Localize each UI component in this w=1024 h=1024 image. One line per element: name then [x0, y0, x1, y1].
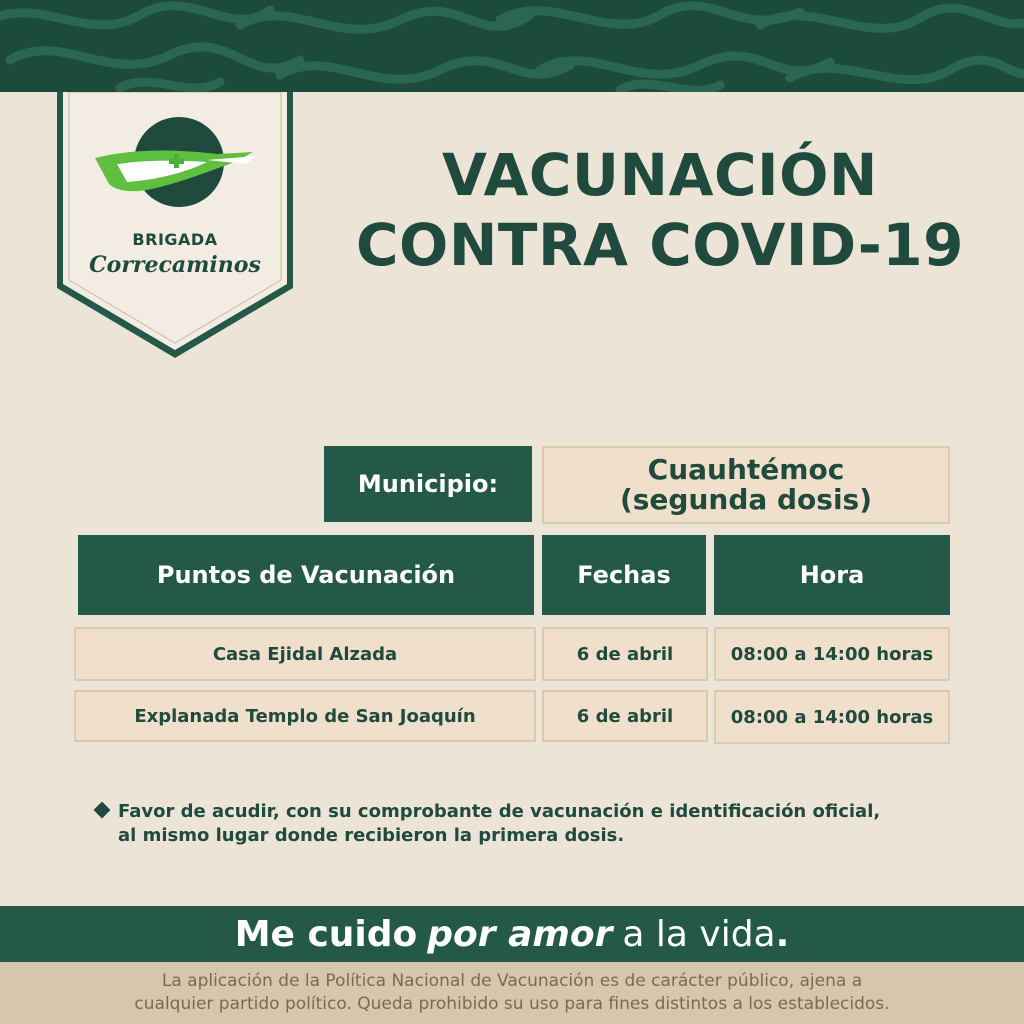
table-cell-time: 08:00 a 14:00 horas	[714, 627, 950, 681]
table-cell-date: 6 de abril	[542, 627, 708, 681]
table-cell-location: Casa Ejidal Alzada	[74, 627, 536, 681]
slogan-part-2: por amor	[427, 913, 613, 955]
diamond-bullet-icon	[94, 802, 111, 819]
slogan-part-3: a la vida	[622, 913, 776, 955]
slogan-part-1: Me cuido	[234, 913, 418, 955]
municipio-value	[542, 446, 950, 524]
slogan-banner	[0, 906, 1024, 962]
table-header-hora: Hora	[714, 535, 950, 615]
badge-correcaminos-text: Correcaminos	[89, 252, 261, 278]
table-header-fechas: Fechas	[542, 535, 706, 615]
note-line-1: Favor de acudir, con su comprobante de vacunación e identificación oficial,	[118, 801, 881, 822]
municipio-label: Municipio:	[324, 446, 532, 522]
instructions-note	[96, 800, 966, 848]
title-line-1: VACUNACIÓN	[442, 141, 878, 209]
table-cell-time: 08:00 a 14:00 horas	[714, 690, 950, 744]
table-cell-location: Explanada Templo de San Joaquín	[74, 690, 536, 742]
page-title	[320, 140, 1000, 280]
dose-label: (segunda dosis)	[619, 483, 873, 516]
legal-disclaimer	[0, 962, 1024, 1024]
note-line-2: al mismo lugar donde recibieron la primera dosis.	[118, 825, 625, 846]
badge-shape	[57, 92, 293, 358]
badge-brigada-text: BRIGADA	[132, 230, 218, 249]
table-cell-date: 6 de abril	[542, 690, 708, 742]
disclaimer-line-1: La aplicación de la Política Nacional de Vacunación es de carácter público, ajena a	[161, 971, 863, 991]
title-line-2: CONTRA COVID-19	[355, 211, 964, 279]
slogan-part-4: .	[775, 913, 790, 955]
brigada-badge	[57, 92, 293, 358]
table-header-puntos: Puntos de Vacunación	[78, 535, 534, 615]
decorative-header-band	[0, 0, 1024, 92]
disclaimer-line-2: cualquier partido político. Queda prohibido su uso para fines distintos a los establecidos.	[134, 994, 890, 1014]
pattern-graphic	[0, 0, 1024, 92]
municipio-name: Cuauhtémoc	[647, 453, 845, 486]
